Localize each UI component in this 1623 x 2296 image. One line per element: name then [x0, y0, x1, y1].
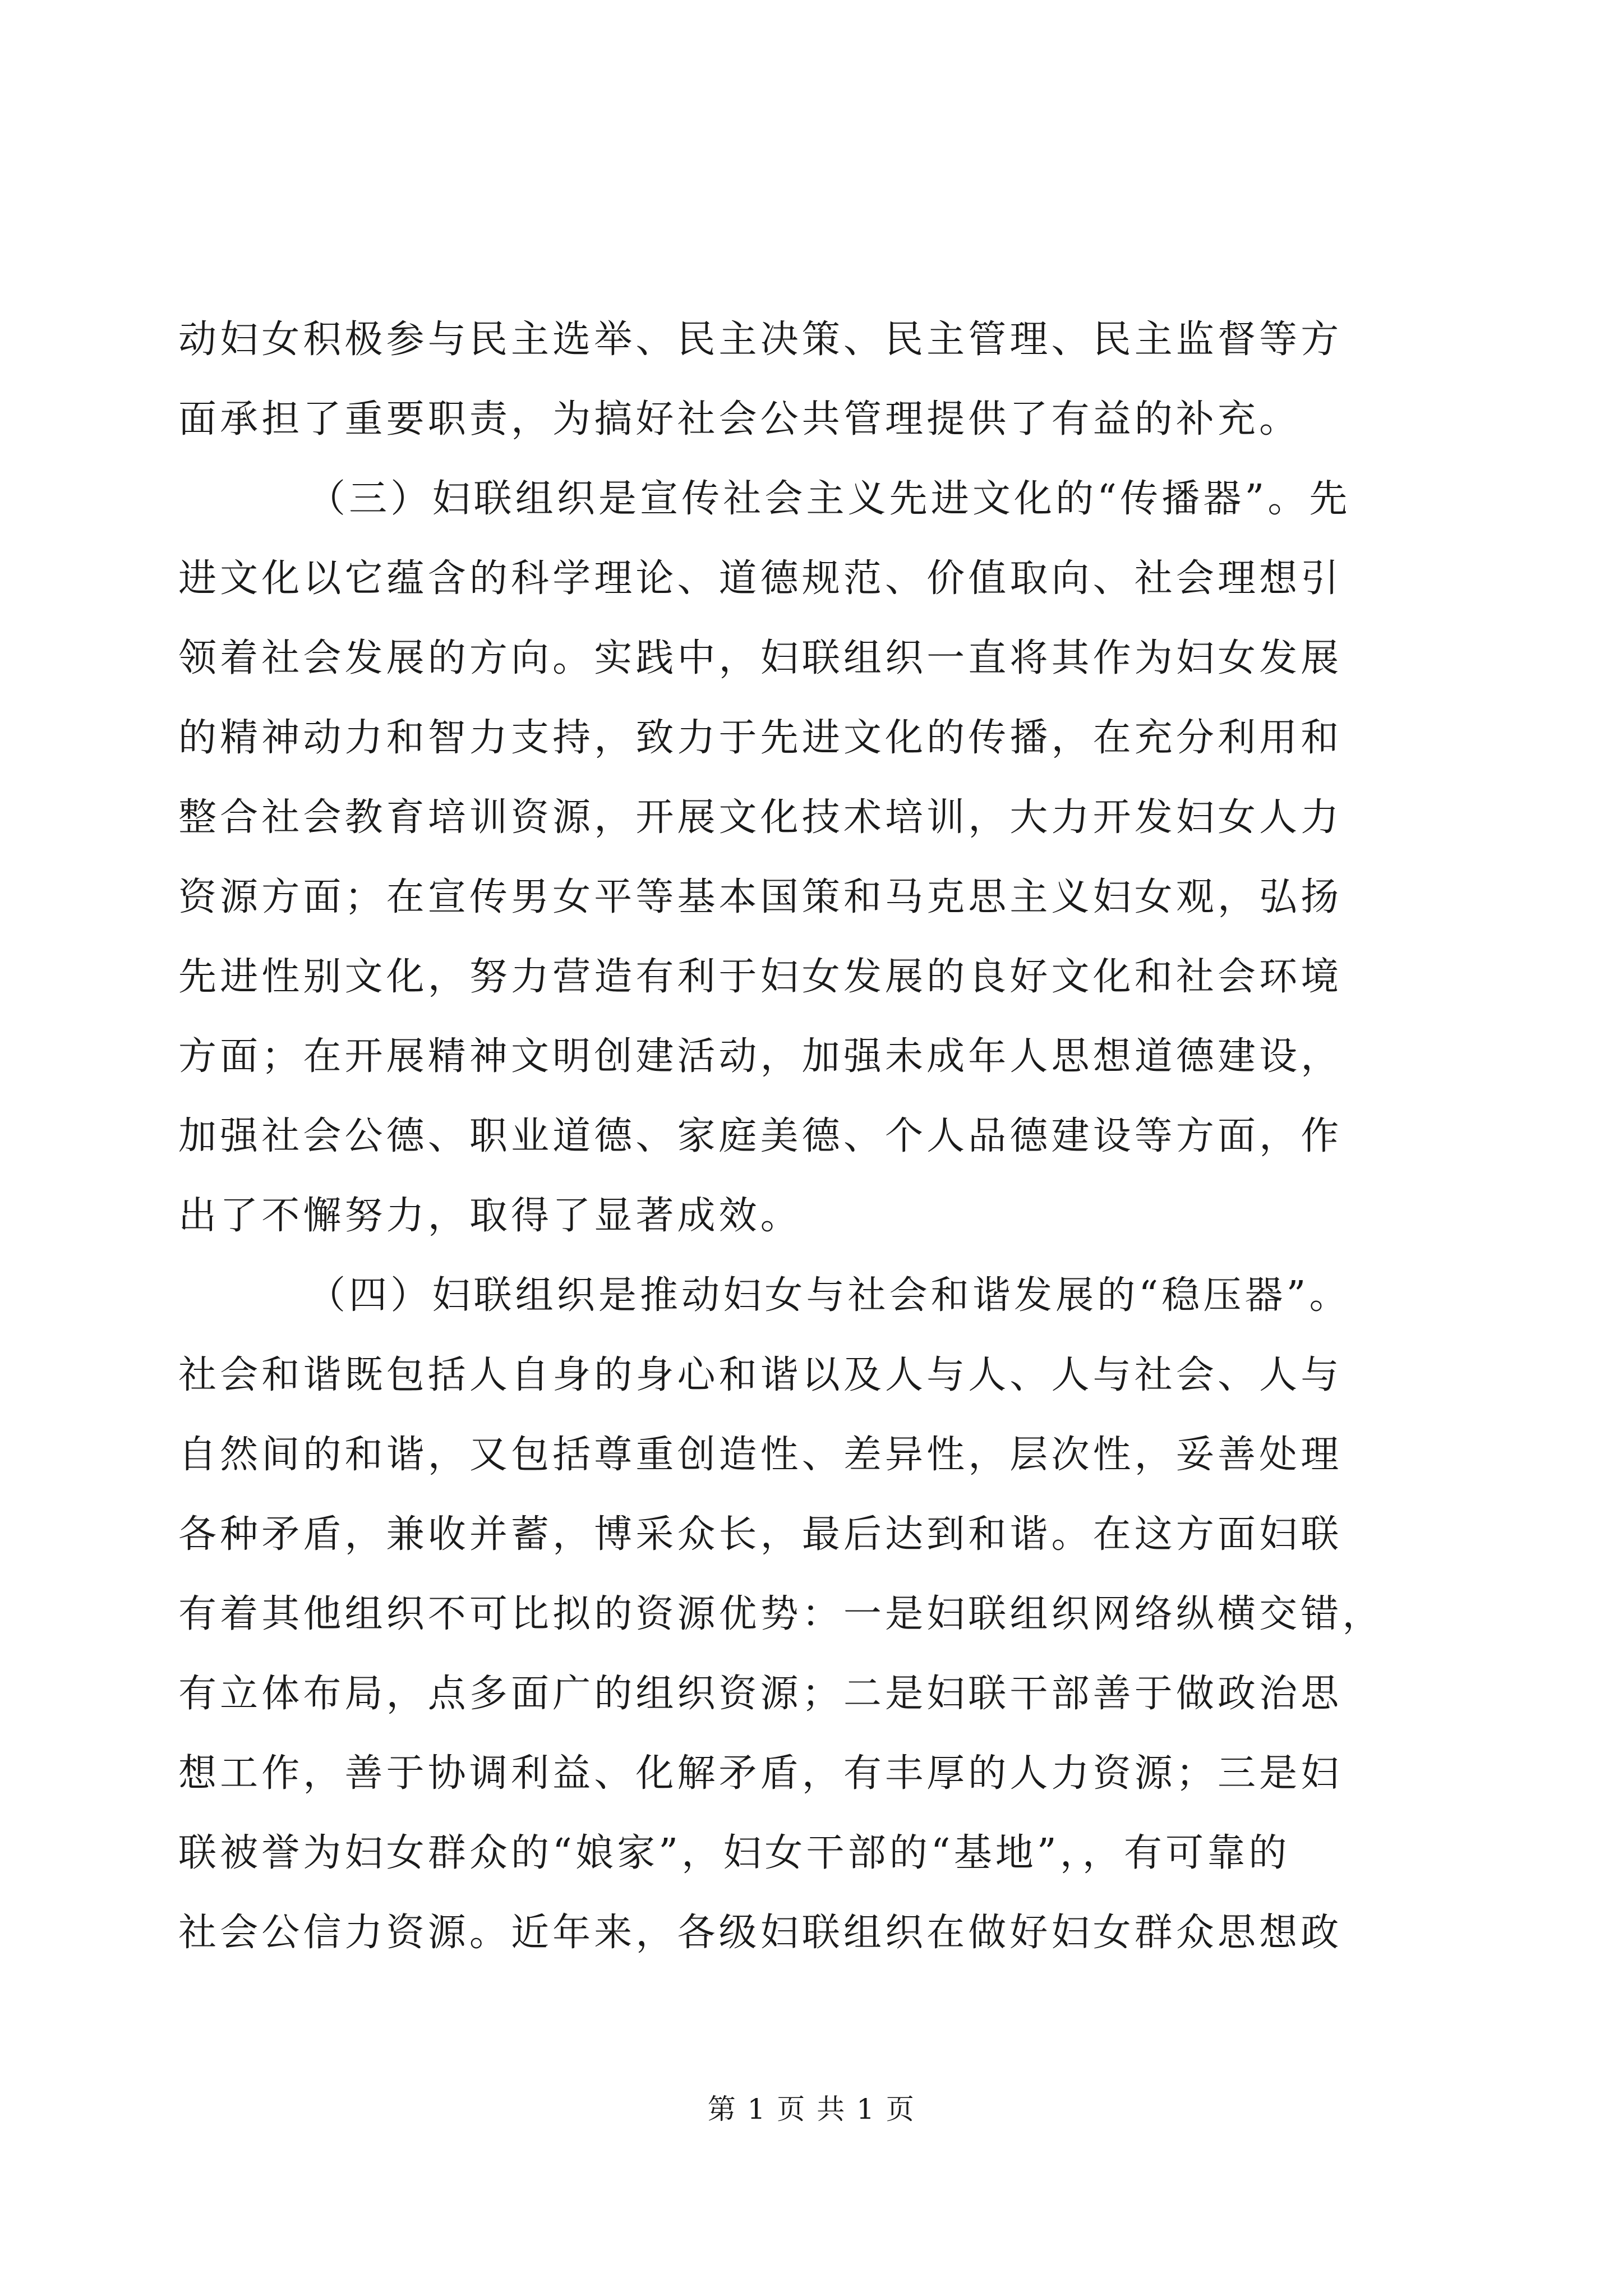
text-line: 先进性别文化，努力营造有利于妇女发展的良好文化和社会环境 — [178, 955, 1343, 999]
text-line: 各种矛盾，兼收并蓄，博采众长，最后达到和谐。在这方面妇联 — [178, 1512, 1343, 1557]
text-line: （三）妇联组织是宣传社会主义先进文化的“传播器”。先 — [307, 477, 1351, 521]
text-line: 社会和谐既包括人自身的身心和谐以及人与人、人与社会、人与 — [178, 1353, 1343, 1397]
text-line: 联被誉为妇女群众的“娘家”，妇女干部的“基地”，，有可靠的 — [178, 1831, 1290, 1875]
text-line: 动妇女积极参与民主选举、民主决策、民主管理、民主监督等方 — [178, 318, 1343, 362]
text-line: 方面；在开展精神文明创建活动，加强未成年人思想道德建设， — [178, 1034, 1343, 1079]
text-line: 有立体布局，点多面广的组织资源；二是妇联干部善于做政治思 — [178, 1672, 1343, 1716]
text-line: 加强社会公德、职业道德、家庭美德、个人品德建设等方面，作 — [178, 1114, 1343, 1158]
text-line: 出了不懈努力，取得了显著成效。 — [178, 1194, 802, 1238]
text-line: 资源方面；在宣传男女平等基本国策和马克思主义妇女观，弘扬 — [178, 875, 1343, 919]
text-line: 的精神动力和智力支持，致力于先进文化的传播，在充分利用和 — [178, 716, 1343, 760]
text-line: 进文化以它蕴含的科学理论、道德规范、价值取向、社会理想引 — [178, 556, 1343, 601]
text-line: （四）妇联组织是推动妇女与社会和谐发展的“稳压器”。 — [307, 1273, 1351, 1318]
body-text — [178, 300, 1435, 1973]
text-line: 想工作，善于协调利益、化解矛盾，有丰厚的人力资源；三是妇 — [178, 1751, 1343, 1796]
text-line: 有着其他组织不可比拟的资源优势：一是妇联组织网络纵横交错， — [178, 1592, 1384, 1636]
page-footer: 第 1 页 共 1 页 — [707, 2093, 916, 2125]
text-line: 社会公信力资源。近年来，各级妇联组织在做好妇女群众思想政 — [178, 1911, 1343, 1955]
text-line: 领着社会发展的方向。实践中，妇联组织一直将其作为妇女发展 — [178, 636, 1343, 680]
text-line: 自然间的和谐，又包括尊重创造性、差异性，层次性，妥善处理 — [178, 1433, 1343, 1477]
text-line: 整合社会教育培训资源，开展文化技术培训，大力开发妇女人力 — [178, 795, 1343, 840]
text-line: 面承担了重要职责，为搞好社会公共管理提供了有益的补充。 — [178, 397, 1301, 441]
